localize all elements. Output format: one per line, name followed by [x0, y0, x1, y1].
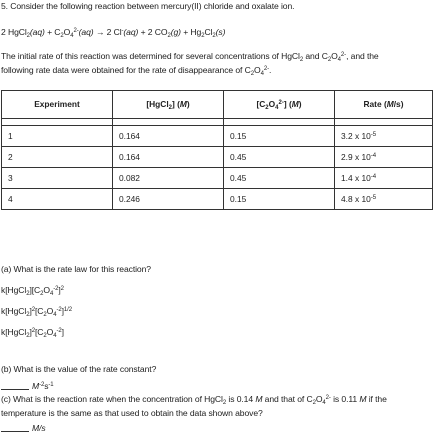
- header-hgcl2: [HgCl$_2$] (M): [113, 91, 224, 119]
- part-c-question-line-1: (c) What is the reaction rate when the concentration of HgCl$_2$ is 0.14 M and that of $C_2O_4^{2-}$ is 0.11 M if the: [1, 394, 387, 406]
- table-row: [2, 126, 433, 147]
- cell-experiment: 4: [2, 189, 113, 210]
- rate-data-table: [1, 90, 433, 210]
- cell-c2o4: 0.45: [224, 147, 335, 168]
- table-spacer-row: [2, 119, 433, 126]
- cell-c2o4: 0.15: [224, 189, 335, 210]
- part-b-answer: $M^{-2}s^{-1}$: [1, 380, 54, 392]
- cell-experiment: 1: [2, 126, 113, 147]
- intro-text-line-1: The initial rate of this reaction was determined for several concentrations of HgCl$_2$ and $C_2O_4^{2-}$, and the: [1, 51, 379, 63]
- part-c-answer: M/s: [1, 422, 46, 434]
- question-title: 5. Consider the following reaction between mercury(II) chloride and oxalate ion.: [1, 1, 295, 11]
- cell-experiment: 3: [2, 168, 113, 189]
- part-c-question-line-2: temperature is the same as that used to obtain the data shown above?: [1, 408, 263, 418]
- cell-experiment: 2: [2, 147, 113, 168]
- rate-law-option-1[interactable]: $k[HgCl_2][C_2O_4^{-2}]^2$: [1, 285, 64, 297]
- answer-blank-b[interactable]: [1, 380, 29, 390]
- cell-c2o4: 0.15: [224, 126, 335, 147]
- cell-hgcl2: 0.246: [113, 189, 224, 210]
- part-b-question: (b) What is the value of the rate constant?: [1, 364, 157, 374]
- table-row: [2, 189, 433, 210]
- table-header-row: [2, 91, 433, 119]
- cell-hgcl2: 0.164: [113, 147, 224, 168]
- cell-c2o4: 0.45: [224, 168, 335, 189]
- answer-blank-c[interactable]: [1, 422, 29, 432]
- table-row: [2, 147, 433, 168]
- cell-rate: 4.8 x $10^{-5}$: [335, 189, 433, 210]
- header-experiment: Experiment: [2, 91, 113, 119]
- intro-text-line-2: following rate data were obtained for the rate of disappearance of $C_2O_4^{2-}$.: [1, 65, 272, 77]
- cell-rate: 2.9 x $10^{-4}$: [335, 147, 433, 168]
- cell-hgcl2: 0.082: [113, 168, 224, 189]
- table-row: [2, 168, 433, 189]
- rate-law-option-2[interactable]: $k[HgCl_2]^2[C_2O_4^{-2}]^{1/2}$: [1, 306, 72, 318]
- reaction-equation: 2 HgCl$_2$(aq) + $C_2O_4^{2-}(aq) \to 2$ Cl-(aq) + 2 $CO_2(g) + Hg_2Cl_2(s)$: [1, 27, 226, 39]
- part-a-question: (a) What is the rate law for this reaction?: [1, 264, 151, 274]
- cell-hgcl2: 0.164: [113, 126, 224, 147]
- header-rate: Rate (M/s): [335, 91, 433, 119]
- rate-law-option-3[interactable]: $k[HgCl_2]^2[C_2O_4^{-2}]$: [1, 327, 64, 339]
- cell-rate: 3.2 x $10^{-5}$: [335, 126, 433, 147]
- cell-rate: 1.4 x $10^{-4}$: [335, 168, 433, 189]
- header-c2o4: $[C_2O_4^{2-}]$ (M): [224, 91, 335, 119]
